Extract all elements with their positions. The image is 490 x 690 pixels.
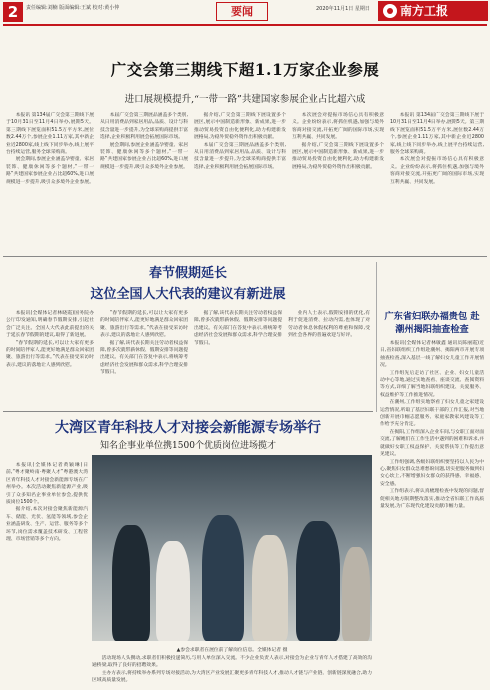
article2-paragraph: 据了解,该代表长期关注劳动者权益保障,曾多次就带薪休假、假期安排等问题提出建议。有关部门在答复中表示,将统筹考虑经济社会发展和群众需求,科学合理安排节假日。 [194,311,282,346]
masthead-rule [3,24,487,26]
photo-person [296,521,340,641]
article1-paragraph: 展会期间,参展企业涵盖孕婴童、家居装饰、健康休闲等多个题材,“一带一路”共建国家参展企业占比超60%,进口展规模进一步提升,吸引众多境外企业参展。 [100,142,188,170]
article2-paragraph: “春节假期的延长,可以让大家有更多的时间陪伴家人,能更好地满足群众回家团聚、旅游出行等需求。”代表在接受采访时表示,建议的落地让人感到欣慰。 [100,311,188,339]
photo-person [252,535,288,641]
photo-person [112,525,150,641]
article1-column-3 [194,112,286,252]
article3-paragraph: 工作组先后走访了社区、企业、妇女儿童活动中心等地,通过实地查看、座谈交流、查阅资料等方式,详细了解当地妇联组织建设、关爱服务、权益维护等工作推进情况。 [380,370,484,398]
article2-paragraph: 据了解,该代表长期关注劳动者权益保障,曾多次就带薪休假、假期安排等问题提出建议。有关部门在答复中表示,将统筹考虑经济社会发展和群众需求,科学合理安排节假日。 [100,340,188,376]
photo-caption: ▲参会求职者在展位前了解岗位信息。全媒体记者 摄 [176,648,288,653]
article2-paragraph: 本报讯(全媒体记者林晓霞)国务院办公厅印发通知,明确春节假期安排,引起社会广泛关注。全国人大代表此前提出的关于延长春节假期的建议,取得了新进展。 [6,311,94,339]
article1-column-1 [6,112,94,252]
article3-paragraph: 工作组强调,各级妇联组织要坚持以人民为中心,聚焦妇女群众急难愁盼问题,切实把服务做到妇女心坎上,不断增强妇女群众的获得感、幸福感、安全感。 [380,459,484,487]
section-divider [3,411,373,412]
article1-paragraph: 本届广交会第三期展品涵盖多个类别,从日用消费品到家居用品,品质、设计与科技含量进一步提升,为全球采购商提供丰富选择,企业积极利用展会拓展国际市场。 [100,113,188,141]
article3-paragraph: 在揭阳,工作组深入企业车间,与女职工面对面交流,了解她们在工作生活中遇到的困难和诉求,并就做好女职工权益保护、关爱帮扶等工作提出意见建议。 [380,429,484,458]
editor-credits: 责任编辑:刘楠 版面编辑:王斌 校对:黄小仲 [26,5,120,11]
article3-paragraph: 本报讯(全媒体记者林敏鑫 通讯员陈丽霞)近日,省妇联组织工作组赴潮州、揭阳两市开展专项抽查检查,深入基层一线了解妇女儿童工作开展情况。 [380,341,484,369]
article2-headline-line1: 春节假期延长 [148,266,227,281]
article2-paragraph: “春节假期的延长,可以让大家有更多的时间陪伴家人,能更好地满足群众回家团聚、旅游出行等需求。”代表在接受采访时表示,建议的落地让人感到欣慰。 [6,340,94,368]
masthead [0,0,490,26]
article1-paragraph: 本报讯 第134届广交会第三期线下展于10月31日至11月4日举办,展期5天。第三期线下展览面积51.5万平方米,展位数2.44万个,参展企业1.11万家,其中新企业近2800家,线上线下同步举办,线上展平台持续运营,服务全球采购商。 [390,113,484,156]
article4-column-1 [6,462,88,682]
logo-text: 南方工报 [400,4,449,18]
article2-column-4 [288,310,370,406]
article4-subhead: 知名企事业单位携1500个优质岗位进场揽才 [100,441,276,451]
article1-column-2 [100,112,188,252]
issue-date: 2020年11月1日 星期日 [316,6,370,12]
article4-paragraph: 本报讯(全媒体记者黄颖琳)日前,“粤才聚岭南·粤聚人才”粤港澳大湾区青年科技人才对接会新能源专场在广州举办。本次活动聚焦新能源产业,吸引了众多知名企事业单位参会,提供优质岗位1500个。 [6,463,88,506]
logo-emblem-icon [383,4,397,18]
article1-column-5 [390,112,484,252]
article3-headline: 广东省妇联办福贵包 赴潮州揭阳抽查检查 [384,311,480,335]
article2-headline [6,263,370,305]
photo-person [342,547,370,641]
article1-paragraph: 本次展会对提振市场信心具有积极意义。企业纷纷表示,将抓住机遇,加强与境外客商对接交流,开拓更广阔的国际市场,实现互利共赢、共同发展。 [292,113,384,141]
article3-paragraph: 工作组表示,将认真梳理检查中发现的问题,督促相关地方限期整改落实,推动全省妇联工作高质量发展,为广东现代化建设贡献巾帼力量。 [380,489,484,509]
photo-person [202,515,244,641]
article2-column-3 [194,310,282,406]
article1-headline: 广交会第三期线下超1.1万家企业参展 [110,60,380,79]
photo-person [156,541,190,641]
section-label: 要闻 [216,2,268,21]
section-divider [3,256,487,257]
article1-paragraph: 本报讯 第134届广交会第三期线下展于10月31日至11月4日举办,展期5天。第三期线下展览面积51.5万平方米,展位数2.44万个,参展企业1.11万家,其中新企业近2800家,线上线下同步举办,线上展平台持续运营,服务全球采购商。 [6,113,94,156]
article1-paragraph: 本次展会对提振市场信心具有积极意义。企业纷纷表示,将抓住机遇,加强与境外客商对接交流,开拓更广阔的国际市场,实现互利共赢、共同发展。 [390,157,484,185]
article2-paragraph: 业内人士表示,假期安排的优化,有利于促进消费、拉动内需,也体现了对劳动者休息休假权利的尊重和保障,受到社会各界的普遍欢迎与好评。 [288,311,370,339]
column-divider [376,262,377,412]
article1-column-4 [292,112,384,252]
article2-column-1 [6,310,94,406]
article1-paragraph: 展会期间,参展企业涵盖孕婴童、家居装饰、健康休闲等多个题材,“一带一路”共建国家参展企业占比超60%,进口展规模进一步提升,吸引众多境外企业参展。 [6,157,94,185]
article2-column-2 [100,310,188,406]
newspaper-logo [378,1,488,21]
article4-headline: 大湾区青年科技人才对接会新能源专场举行 [55,420,321,436]
article4-column-2 [92,655,372,685]
article4-paragraph: 活动现场人头攒动,求职者们积极投递简历,与用人单位深入交流。不少企业负责人表示,对接会为企业与青年人才搭建了高效的沟通桥梁,取得了良好的招聘效果。 [92,656,372,669]
article1-paragraph: 据介绍,广交会第三期线下展设置多个展区,展示中国制造新形象、新成果,进一步推动贸易投资自由化便利化,助力构建新发展格局,为稳外贸稳外资作出积极贡献。 [194,113,286,141]
article2-headline-line2: 这位全国人大代表的建议有新进展 [90,287,286,302]
article1-paragraph: 本届广交会第三期展品涵盖多个类别,从日用消费品到家居用品,品质、设计与科技含量进一步提升,为全球采购商提供丰富选择,企业积极利用展会拓展国际市场。 [194,142,286,170]
news-photo [92,455,372,641]
article3-paragraph: 在潮州,工作组实地察看了妇女儿童之家建设运营情况,听取了基层妇联干部的工作汇报,对当地创新开展巾帼志愿服务、家庭家教家风建设等工作给予充分肯定。 [380,400,484,428]
page-number: 2 [3,2,23,22]
article3-column [380,340,484,670]
article4-paragraph: 据介绍,本次对接会聚焦新能源汽车、储能、光伏、氢能等领域,参会企业涵盖研发、生产、运营、服务等多个环节,岗位需求覆盖技术研发、工程管理、市场营销等多个方向。 [6,507,88,543]
article1-paragraph: 据介绍,广交会第三期线下展设置多个展区,展示中国制造新形象、新成果,进一步推动贸易投资自由化便利化,助力构建新发展格局,为稳外贸稳外资作出积极贡献。 [292,142,384,170]
article1-subhead: 进口展规模提升,“一带一路”共建国家参展企业占比超六成 [124,94,366,105]
article4-paragraph: 主办方表示,将持续举办系列专场对接活动,为大湾区产业发展汇聚更多青年科技人才,推动人才链与产业链、创新链深度融合,助力区域高质量发展。 [92,670,372,684]
